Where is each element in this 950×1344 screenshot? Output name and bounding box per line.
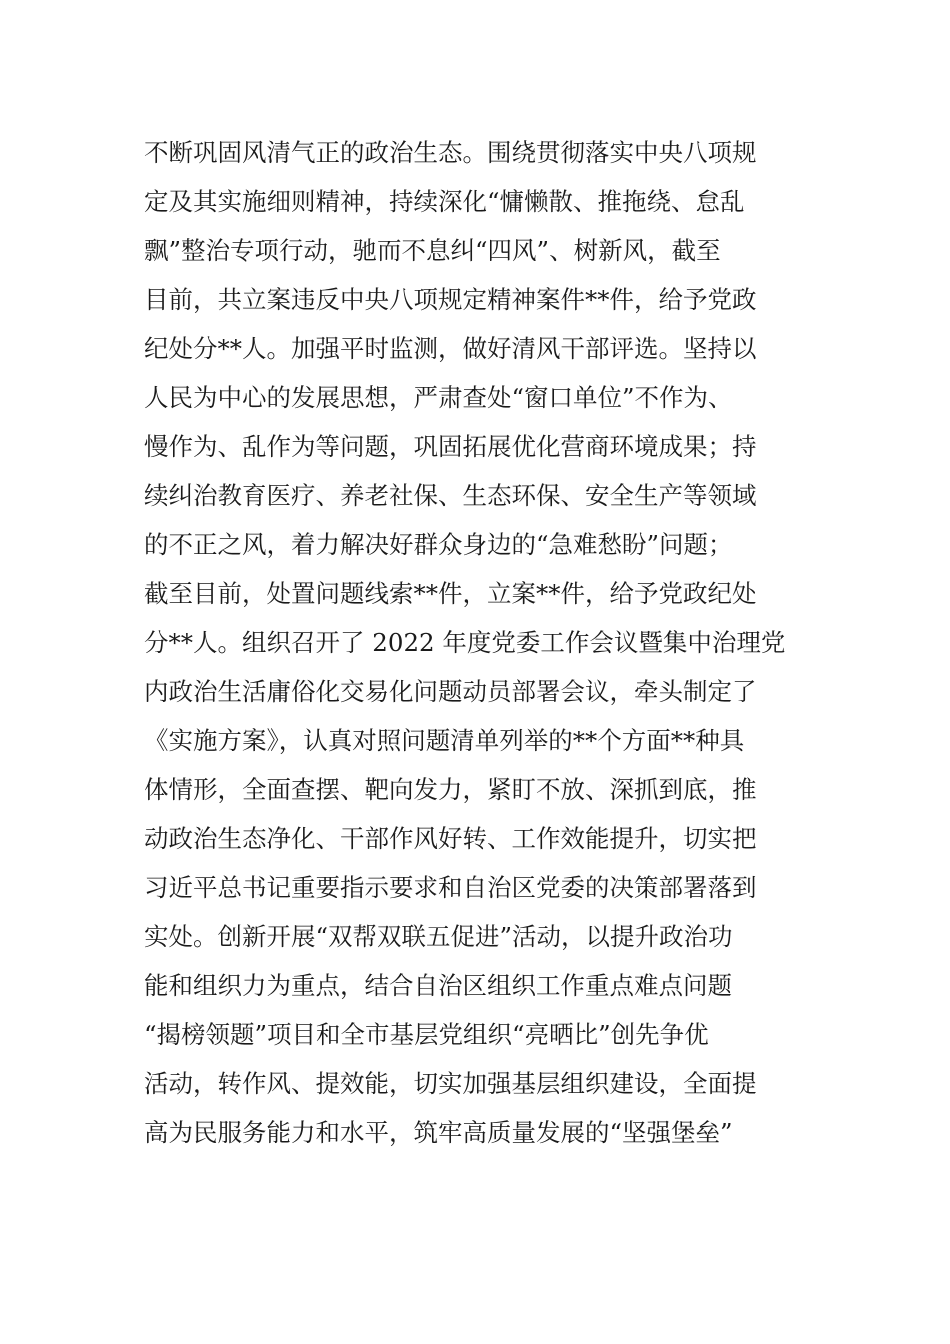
text-line: 活动，转作风、提效能，切实加强基层组织建设，全面提 — [144, 1069, 757, 1098]
text-line: 内政治生活庸俗化交易化问题动员部署会议，牵头制定了 — [144, 677, 757, 706]
text-line: 分**人。组织召开了 2022 年度党委工作会议暨集中治理党 — [144, 628, 786, 657]
text-line: 《实施方案》，认真对照问题清单列举的**个方面**种具 — [144, 726, 745, 755]
text-line: 能和组织力为重点，结合自治区组织工作重点难点问题 — [144, 971, 732, 1000]
text-line: 定及其实施细则精神，持续深化“慵懒散、推拖绕、怠乱 — [144, 187, 745, 216]
text-line: 体情形，全面查摆、靶向发力，紧盯不放、深抓到底，推 — [144, 775, 757, 804]
text-line: 人民为中心的发展思想，严肃查处“窗口单位”不作为、 — [144, 383, 733, 412]
text-line: 高为民服务能力和水平，筑牢高质量发展的“坚强堡垒” — [144, 1118, 733, 1147]
text-line: 续纠治教育医疗、养老社保、生态环保、安全生产等领域 — [144, 481, 757, 510]
text-line: 目前，共立案违反中央八项规定精神案件**件，给予党政 — [144, 285, 757, 314]
text-line: 纪处分**人。加强平时监测，做好清风干部评选。坚持以 — [144, 334, 757, 363]
text-line: 习近平总书记重要指示要求和自治区党委的决策部署落到 — [144, 873, 757, 902]
text-line: 截至目前，处置问题线索**件，立案**件，给予党政纪处 — [144, 579, 757, 608]
text-line: “揭榜领题”项目和全市基层党组织“亮晒比”创先争优 — [144, 1020, 709, 1049]
text-line: 慢作为、乱作为等问题，巩固拓展优化营商环境成果；持 — [144, 432, 757, 461]
text-line: 飘”整治专项行动，驰而不息纠“四风”、树新风，截至 — [144, 236, 721, 265]
text-line: 的不正之风，着力解决好群众身边的“急难愁盼”问题； — [144, 530, 733, 559]
text-line: 不断巩固风清气正的政治生态。围绕贯彻落实中央八项规 — [144, 138, 757, 167]
text-line: 实处。创新开展“双帮双联五促进”活动，以提升政治功 — [144, 922, 733, 951]
body-paragraph — [144, 128, 824, 1157]
text-line: 动政治生态净化、干部作风好转、工作效能提升，切实把 — [144, 824, 757, 853]
